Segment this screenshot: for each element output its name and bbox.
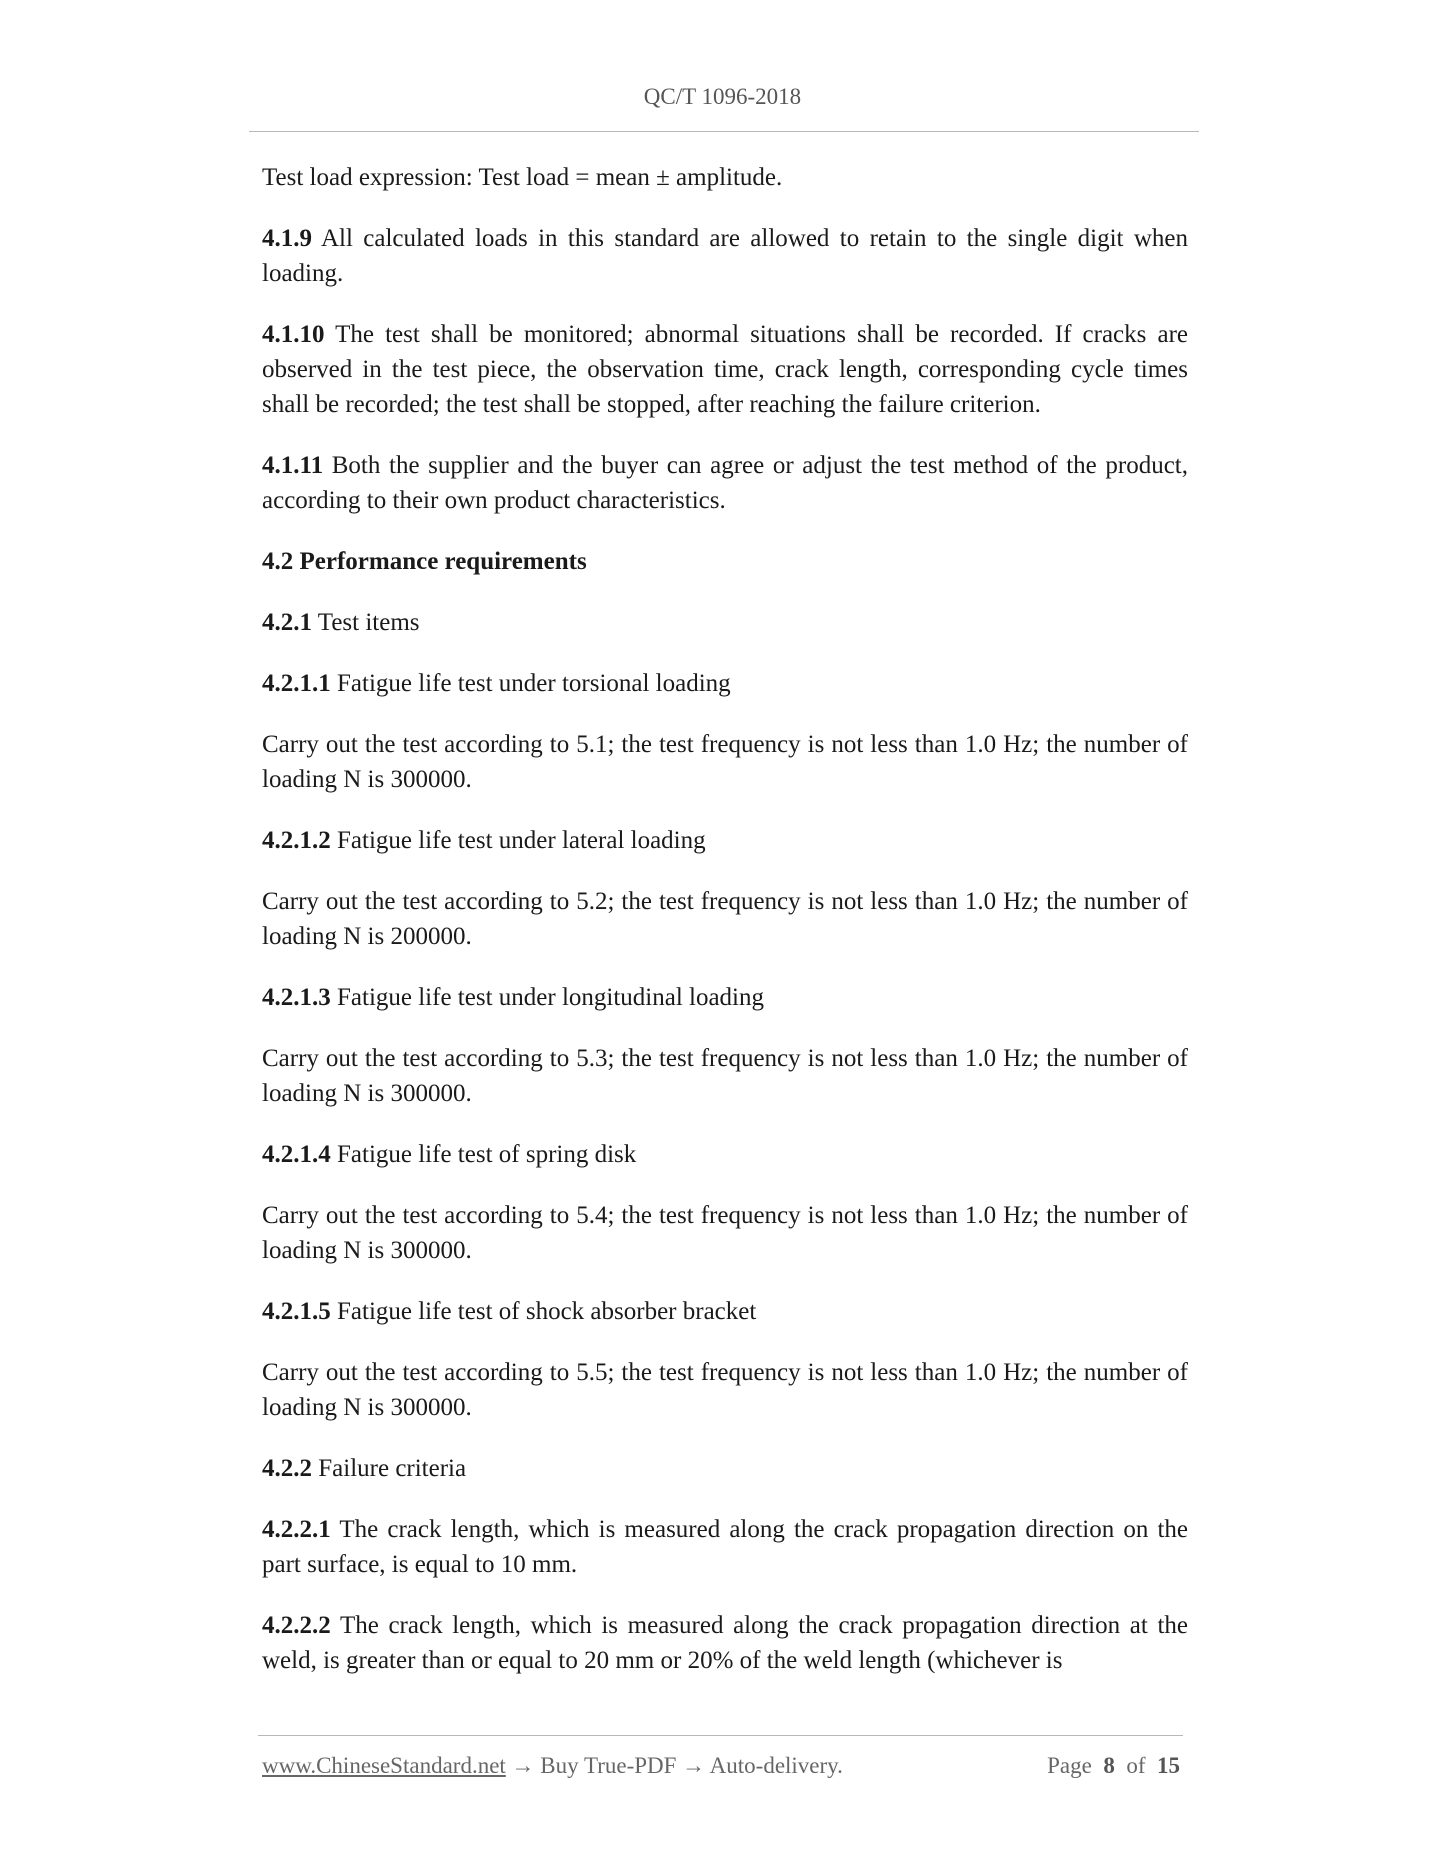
clause-number: 4.2.2.2 <box>262 1612 331 1639</box>
section-heading: 4.2 Performance requirements <box>262 548 587 575</box>
paragraph-requirement-5-2 <box>262 884 1188 954</box>
paragraph-text: Failure criteria <box>312 1455 467 1482</box>
document-body <box>262 160 1188 1704</box>
paragraph-text: Fatigue life test of spring disk <box>330 1141 637 1168</box>
paragraph-text: Carry out the test according to 5.4; the test frequency is not less than 1.0 Hz; the number of loading N is 300000. <box>262 1202 1188 1264</box>
paragraph-text: Carry out the test according to 5.1; the test frequency is not less than 1.0 Hz; the number of loading N is 300000. <box>262 731 1188 793</box>
paragraph-text: The crack length, which is measured along the crack propagation direction at the weld, is greater than or equal to 20 mm or 20% of the weld length (whichever is <box>262 1612 1188 1674</box>
paragraph-requirement-5-1 <box>262 727 1188 797</box>
paragraph-4-2-1-2 <box>262 823 1188 858</box>
paragraph-requirement-5-4 <box>262 1198 1188 1268</box>
clause-number: 4.2.1 <box>262 609 312 636</box>
paragraph-4-2-1 <box>262 605 1188 640</box>
clause-number: 4.2.1.2 <box>262 827 331 854</box>
paragraph-text: All calculated loads in this standard are allowed to retain to the single digit when loading. <box>262 225 1188 287</box>
paragraph-4-1-11 <box>262 448 1188 518</box>
header-divider <box>249 131 1199 132</box>
clause-number: 4.1.10 <box>262 321 325 348</box>
footer-tagline: → Buy True-PDF → Auto-delivery. <box>505 1753 843 1778</box>
clause-number: 4.2.2.1 <box>262 1516 331 1543</box>
paragraph-text: Fatigue life test under longitudinal loading <box>330 984 765 1011</box>
clause-number: 4.2.1.3 <box>262 984 331 1011</box>
paragraph-text: Fatigue life test under torsional loading <box>330 670 731 697</box>
paragraph-text: Carry out the test according to 5.2; the test frequency is not less than 1.0 Hz; the number of loading N is 200000. <box>262 888 1188 950</box>
paragraph-text: Fatigue life test under lateral loading <box>330 827 706 854</box>
paragraph-text: The test shall be monitored; abnormal situations shall be recorded. If cracks are observed in the test piece, the observation time, crack length, corresponding cycle times shall be recorded; the test shall be stopped, after reaching the failure criterion. <box>262 321 1188 418</box>
paragraph-4-1-10 <box>262 317 1188 422</box>
page-counter <box>1047 1753 1180 1779</box>
paragraph-4-1-9 <box>262 221 1188 291</box>
clause-number: 4.1.9 <box>262 225 312 252</box>
clause-number: 4.2.2 <box>262 1455 312 1482</box>
clause-number: 4.1.11 <box>262 452 324 479</box>
paragraph-test-load <box>262 160 1188 195</box>
document-header-id: QC/T 1096-2018 <box>643 84 802 109</box>
site-link[interactable]: www.ChineseStandard.net <box>262 1753 506 1778</box>
paragraph-text: Test items <box>312 609 420 636</box>
of-label: of <box>1126 1753 1146 1778</box>
paragraph-text: Fatigue life test of shock absorber bracket <box>330 1298 757 1325</box>
paragraph-text: Test load expression: Test load = mean ± amplitude. <box>262 164 783 191</box>
paragraph-4-2-1-1 <box>262 666 1188 701</box>
footer-divider <box>258 1735 1183 1736</box>
clause-number: 4.2.1.5 <box>262 1298 331 1325</box>
paragraph-text: The crack length, which is measured along the crack propagation direction on the part surface, is equal to 10 mm. <box>262 1516 1188 1578</box>
total-pages-number: 15 <box>1157 1753 1180 1778</box>
paragraph-4-2-2 <box>262 1451 1188 1486</box>
paragraph-requirement-5-5 <box>262 1355 1188 1425</box>
paragraph-4-2-1-5 <box>262 1294 1188 1329</box>
clause-number: 4.2.1.1 <box>262 670 331 697</box>
clause-number: 4.2.1.4 <box>262 1141 331 1168</box>
paragraph-4-2-1-3 <box>262 980 1188 1015</box>
paragraph-text: Both the supplier and the buyer can agree or adjust the test method of the product, according to their own product characteristics. <box>262 452 1188 514</box>
paragraph-4-2-1-4 <box>262 1137 1188 1172</box>
footer-promo <box>262 1753 843 1779</box>
paragraph-4-2-2-1 <box>262 1512 1188 1582</box>
paragraph-requirement-5-3 <box>262 1041 1188 1111</box>
section-heading-4-2 <box>262 544 1188 579</box>
paragraph-text: Carry out the test according to 5.5; the test frequency is not less than 1.0 Hz; the number of loading N is 300000. <box>262 1359 1188 1421</box>
page-label: Page <box>1047 1753 1092 1778</box>
paragraph-text: Carry out the test according to 5.3; the test frequency is not less than 1.0 Hz; the number of loading N is 300000. <box>262 1045 1188 1107</box>
paragraph-4-2-2-2 <box>262 1608 1188 1678</box>
current-page-number: 8 <box>1103 1753 1115 1778</box>
